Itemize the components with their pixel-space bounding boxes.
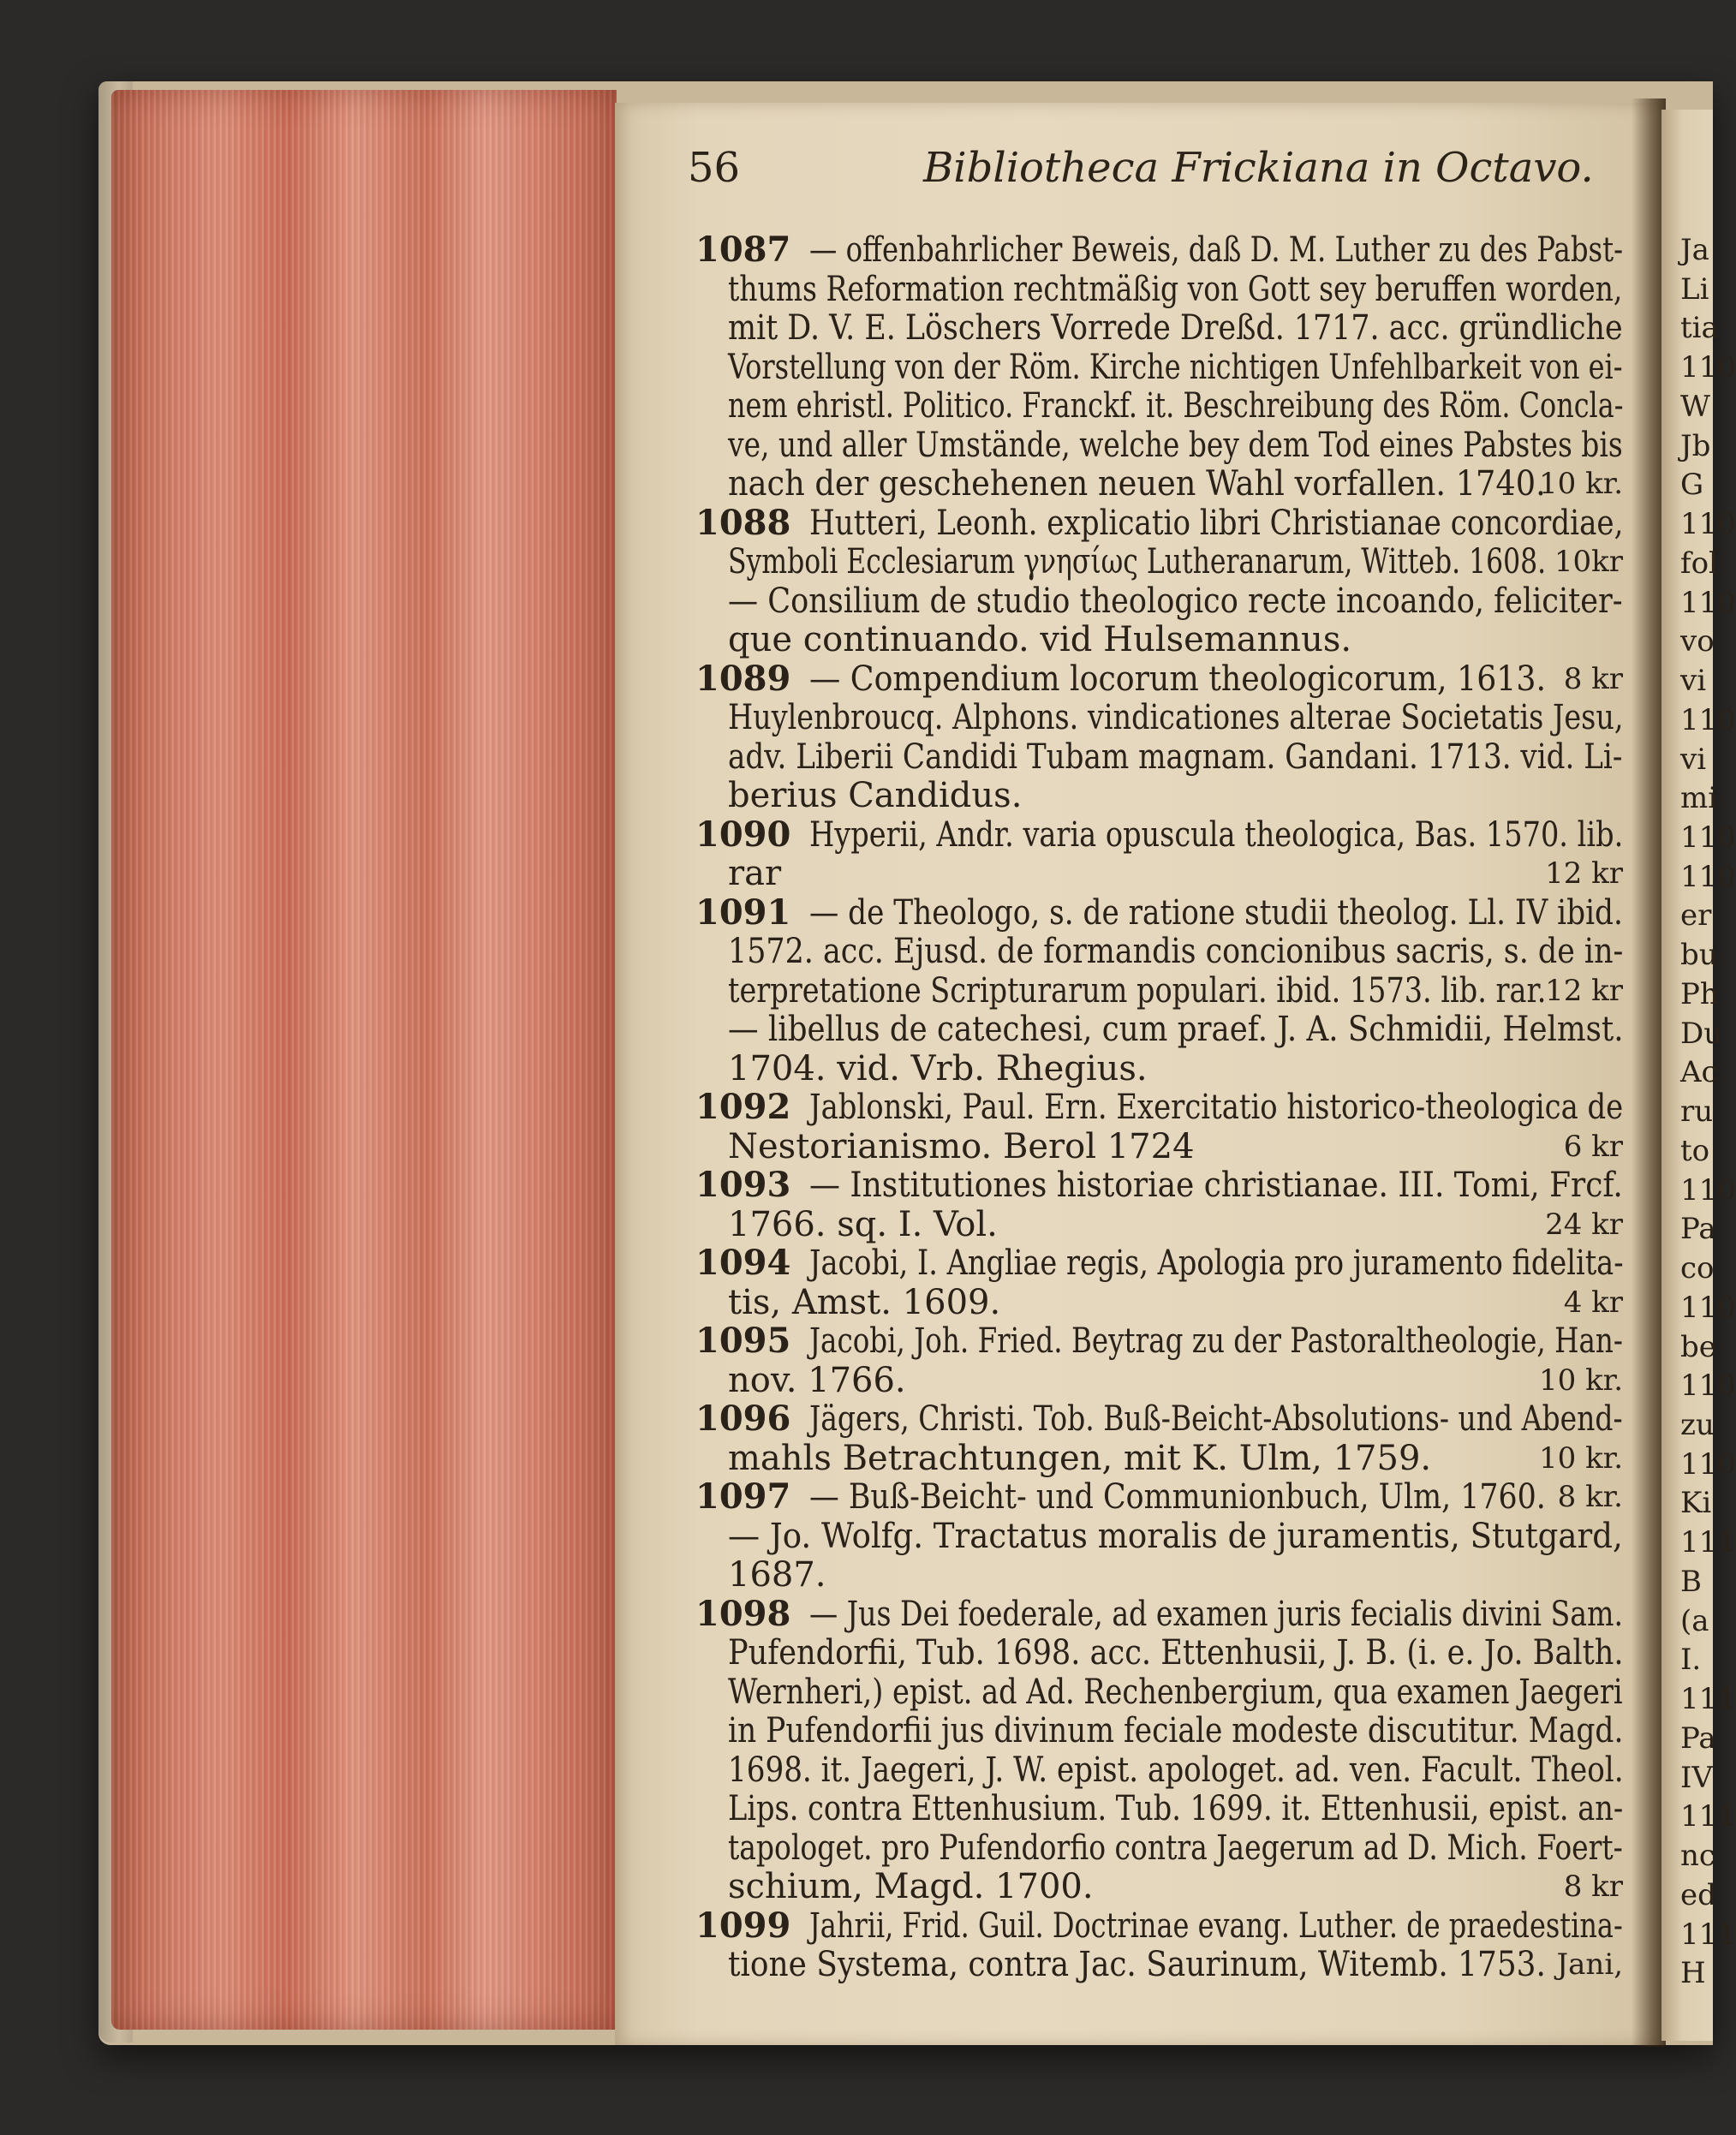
next-page-fragment: 110 bbox=[1680, 585, 1736, 620]
price-note: 8 kr bbox=[1563, 661, 1623, 696]
entry-text: berius Candidus. bbox=[728, 776, 1023, 815]
entry-text: — Institutiones historiae christianae. III. Tomi, Frcf. bbox=[809, 1166, 1623, 1205]
entry-text: schium, Magd. 1700. bbox=[728, 1867, 1094, 1906]
price-note: 24 kr bbox=[1545, 1207, 1623, 1242]
next-page-fragment: vi bbox=[1680, 742, 1707, 777]
next-page-fragment: Ki bbox=[1680, 1486, 1712, 1521]
next-page-fragment: IV bbox=[1680, 1760, 1713, 1795]
next-page-fragment: I. bbox=[1680, 1643, 1702, 1678]
entry-text: tis, Amst. 1609. bbox=[728, 1282, 1001, 1322]
entry-text: Jacobi, Joh. Fried. Beytrag zu der Pastoraltheologie, Han- bbox=[809, 1321, 1623, 1361]
entry-text: 1687. bbox=[728, 1555, 826, 1595]
entry-text: — Consilium de studio theologico recte incoando, feliciter- bbox=[728, 581, 1623, 621]
entry-text: Jablonski, Paul. Ern. Exercitatio historico-theologica de bbox=[809, 1088, 1624, 1127]
next-page-fragment: 110 bbox=[1680, 1290, 1736, 1325]
entry-number: 1089 bbox=[695, 658, 791, 699]
next-page-fragment: ru bbox=[1680, 1094, 1714, 1130]
next-page-fragment: 110 bbox=[1680, 507, 1736, 542]
entry-number: 1087 bbox=[695, 230, 791, 270]
next-page-fragment: G bbox=[1680, 468, 1704, 503]
next-page-fragment: Pa bbox=[1680, 1721, 1716, 1756]
entry-text: adv. Liberii Candidi Tubam magnam. Gandani. 1713. vid. Li- bbox=[728, 737, 1623, 777]
next-page-fragment: 110 bbox=[1680, 1172, 1736, 1208]
price-note: 4 kr bbox=[1563, 1285, 1623, 1320]
entry-number: 1096 bbox=[695, 1398, 791, 1439]
entry-number: 1095 bbox=[695, 1321, 791, 1361]
next-page-fragment: be bbox=[1680, 1329, 1716, 1364]
next-page-fragment: vo bbox=[1680, 624, 1715, 659]
next-page-fragment: bu bbox=[1680, 938, 1718, 973]
next-page-fragment: mi bbox=[1680, 781, 1718, 816]
next-page-fragment: nc bbox=[1680, 1839, 1715, 1874]
next-page-fragment: Ph bbox=[1680, 976, 1719, 1011]
next-page-fragment: B bbox=[1680, 1564, 1702, 1599]
next-page-fragment: 110 bbox=[1680, 702, 1736, 737]
entry-text: 1572. acc. Ejusd. de formandis concionibus sacris, s. de in- bbox=[728, 932, 1624, 971]
next-page-fragment: vi bbox=[1680, 664, 1707, 699]
next-page-fragment: Ac bbox=[1680, 1055, 1718, 1090]
entry-text: — Jus Dei foederale, ad examen juris fecialis divini Sam. bbox=[809, 1594, 1624, 1634]
entry-text: ve, und aller Umstände, welche bey dem Tod eines Pabstes bis bbox=[728, 425, 1623, 465]
next-page-fragment: 110 bbox=[1680, 350, 1736, 385]
entry-text: — offenbahrlicher Beweis, daß D. M. Luther zu des Pabst- bbox=[809, 230, 1624, 270]
next-page-fragment: Ja bbox=[1680, 233, 1709, 267]
next-page-fragment: 111 bbox=[1680, 1525, 1736, 1560]
entry-text: Nestorianismo. Berol 1724 bbox=[728, 1126, 1195, 1166]
entry-text: 1698. it. Jaegeri, J. W. epist. apologet. ad. ven. Facult. Theol. bbox=[728, 1750, 1624, 1790]
next-page-fragment: 111 bbox=[1680, 1799, 1736, 1834]
entry-text: rar bbox=[728, 854, 782, 893]
entry-number: 1088 bbox=[695, 502, 791, 543]
next-page-fragment: Du bbox=[1680, 1016, 1723, 1051]
entry-text: Hyperii, Andr. varia opuscula theologica, Bas. 1570. lib. bbox=[809, 814, 1624, 855]
entry-number: 1098 bbox=[695, 1593, 791, 1634]
entry-number: 1092 bbox=[695, 1087, 791, 1127]
entry-text: in Pufendorfii jus divinum feciale modeste discutitur. Magd. bbox=[728, 1711, 1624, 1750]
page-number: 56 bbox=[688, 144, 741, 192]
entry-text: — Compendium locorum theologicorum, 1613. bbox=[809, 659, 1546, 699]
price-note: Jani, bbox=[1556, 1947, 1623, 1982]
entry-number: 1093 bbox=[695, 1165, 791, 1205]
entry-text: Huylenbroucq. Alphons. vindicationes alterae Societatis Jesu, bbox=[728, 698, 1624, 737]
price-note: 12 kr bbox=[1545, 973, 1623, 1008]
price-note: 10 kr. bbox=[1539, 1363, 1623, 1398]
next-page-fragment: H bbox=[1680, 1956, 1706, 1991]
next-page-fragment: tia bbox=[1680, 311, 1719, 346]
entry-text: Jahrii, Frid. Guil. Doctrinae evang. Luther. de praedestina- bbox=[809, 1905, 1623, 1946]
page-gutter bbox=[1632, 98, 1666, 2047]
next-page-fragment: er bbox=[1680, 898, 1712, 933]
red-page-edges bbox=[111, 90, 617, 2030]
entry-number: 1090 bbox=[695, 814, 791, 855]
entry-text: Jacobi, I. Angliae regis, Apologia pro juramento fidelita- bbox=[809, 1243, 1624, 1283]
price-note: 8 kr bbox=[1563, 1870, 1623, 1904]
price-note: 6 kr bbox=[1563, 1129, 1623, 1164]
entry-text: Hutteri, Leonh. explicatio libri Christianae concordiae, bbox=[809, 503, 1624, 543]
running-title: Bibliotheca Frickiana in Octavo. bbox=[923, 144, 1594, 192]
entry-text: terpretatione Scripturarum populari. ibid. 1573. lib. rar. bbox=[728, 970, 1547, 1011]
entry-text: 1766. sq. I. Vol. bbox=[728, 1204, 998, 1244]
price-note: 12 kr bbox=[1545, 856, 1623, 891]
entry-text: nem ehristl. Politico. Franckf. it. Beschreibung des Röm. Concla- bbox=[728, 386, 1624, 426]
entry-text: nach der geschehenen neuen Wahl vorfallen. 1740. bbox=[728, 464, 1546, 504]
entry-text: tione Systema, contra Jac. Saurinum, Witemb. 1753. bbox=[728, 1945, 1546, 1984]
entry-text: nov. 1766. bbox=[728, 1360, 906, 1400]
next-page-fragment: to bbox=[1680, 1133, 1710, 1168]
entry-text: — libellus de catechesi, cum praef. J. A. Schmidii, Helmst. bbox=[728, 1010, 1624, 1049]
entry-number: 1099 bbox=[695, 1905, 791, 1946]
entry-text: — Buß-Beicht- und Communionbuch, Ulm, 1760. bbox=[809, 1477, 1546, 1517]
entry-number: 1097 bbox=[695, 1476, 791, 1517]
next-page-fragment: ed bbox=[1680, 1877, 1716, 1912]
entry-text: mit D. V. E. Löschers Vorrede Dreßd. 1717. acc. gründliche bbox=[728, 308, 1623, 348]
entry-number: 1091 bbox=[695, 892, 791, 933]
next-page-fragment: 110 bbox=[1680, 859, 1736, 894]
next-page-fragment: 110 bbox=[1680, 1446, 1736, 1482]
price-note: 10 kr. bbox=[1539, 467, 1623, 501]
entry-text: thums Reformation rechtmäßig von Gott sey beruffen worden, bbox=[728, 269, 1623, 309]
entry-text: que continuando. vid Hulsemannus. bbox=[728, 620, 1352, 659]
entry-text: 1704. vid. Vrb. Rhegius. bbox=[728, 1048, 1148, 1088]
next-page-fragment: 110 bbox=[1680, 820, 1736, 855]
next-page-fragment: 111 bbox=[1680, 1917, 1736, 1952]
next-page-fragment: (a bbox=[1680, 1603, 1709, 1638]
entry-text: Lips. contra Ettenhusium. Tub. 1699. it. Ettenhusii, epist. an- bbox=[728, 1789, 1624, 1828]
next-page-fragment: co bbox=[1680, 1251, 1715, 1286]
next-page-fragment: Pa bbox=[1680, 1212, 1716, 1247]
price-note: 8 kr. bbox=[1557, 1480, 1623, 1514]
entry-text: tapologet. pro Pufendorfio contra Jaegerum ad D. Mich. Foert- bbox=[728, 1828, 1623, 1868]
entry-text: — de Theologo, s. de ratione studii theolog. Ll. IV ibid. bbox=[809, 892, 1623, 933]
next-page-fragment: 110 bbox=[1680, 1369, 1736, 1404]
next-page-fragment: Jb bbox=[1680, 428, 1711, 463]
entry-text: mahls Betrachtungen, mit K. Ulm, 1759. bbox=[728, 1438, 1432, 1478]
next-page-fragment: zu bbox=[1680, 1408, 1715, 1442]
next-page-fragment: 111 bbox=[1680, 1682, 1736, 1717]
next-page-fragment: Li bbox=[1680, 271, 1709, 307]
entry-number: 1094 bbox=[695, 1243, 791, 1283]
entry-text: Pufendorfii, Tub. 1698. acc. Ettenhusii, J. B. (i. e. Jo. Balth. bbox=[728, 1633, 1624, 1673]
entry-text: — Jo. Wolfg. Tractatus moralis de juramentis, Stutgard, bbox=[728, 1516, 1623, 1556]
price-note: 10kr bbox=[1554, 545, 1623, 579]
price-note: 10 kr. bbox=[1539, 1440, 1623, 1476]
next-page-fragment: W bbox=[1680, 389, 1710, 424]
entry-text: Wernheri,) epist. ad Ad. Rechenbergium, qua examen Jaegeri bbox=[728, 1672, 1623, 1712]
entry-text: Symboli Ecclesiarum γνησίως Lutheranarum, Witteb. 1608. bbox=[728, 542, 1547, 581]
next-page-fragment: fol bbox=[1680, 546, 1718, 581]
entry-text: Jägers, Christi. Tob. Buß-Beicht-Absolutions- und Abend- bbox=[809, 1399, 1623, 1439]
entry-text: Vorstellung von der Röm. Kirche nichtigen Unfehlbarkeit von ei- bbox=[728, 347, 1623, 387]
